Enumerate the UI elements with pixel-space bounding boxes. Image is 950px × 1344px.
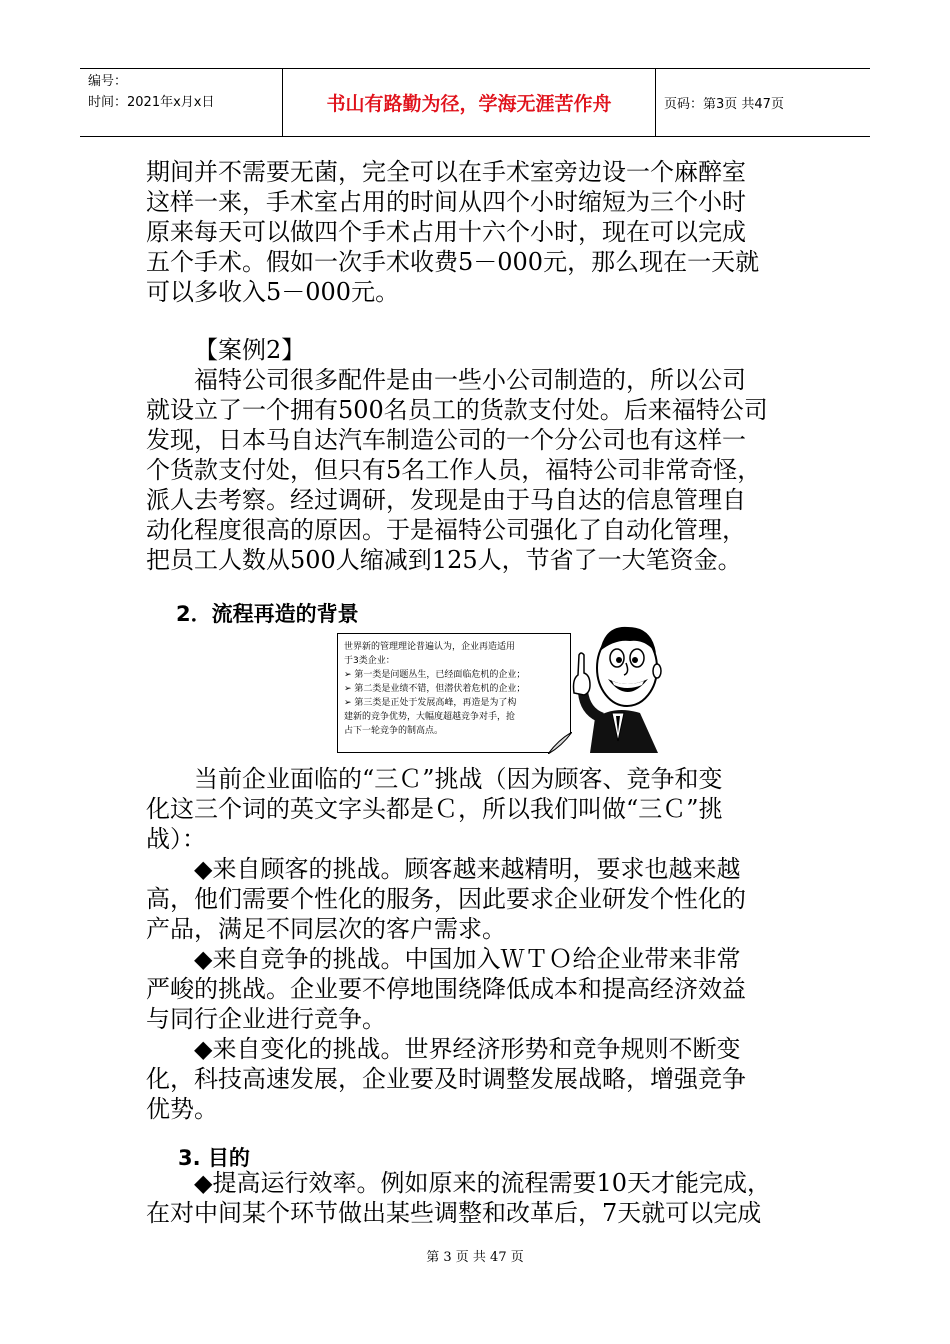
document-date: 时间：2021年x月x日 (88, 95, 215, 110)
text-line: 就设立了一个拥有500名员工的货款支付处。后来福特公司 (146, 396, 768, 424)
text-line: ◆提高运行效率。例如原来的流程需要10天才能完成， (146, 1169, 771, 1197)
header-meta (80, 69, 283, 136)
text-line: 动化程度很高的原因。于是福特公司强化了自动化管理， (146, 516, 746, 544)
case2-section (146, 335, 806, 575)
note-line: ➢ 第三类是正处于发展高峰，再造是为了构 (344, 698, 517, 708)
text-line: 这样一来，手术室占用的时间从四个小时缩短为三个小时 (146, 188, 746, 216)
note-box (337, 633, 571, 753)
text-line: 期间并不需要无菌，完全可以在手术室旁边设一个麻醉室 (146, 158, 746, 186)
text-line: 产品，满足不同层次的客户需求。 (146, 915, 506, 943)
text-line: 五个手术。假如一次手术收费5－000元，那么现在一天就 (146, 248, 760, 276)
case2-title: 【案例2】 (194, 336, 306, 364)
section2-body (146, 764, 806, 1124)
text-line: ◆来自变化的挑战。世界经济形势和竞争规则不断变 (146, 1035, 741, 1063)
text-line: 战）： (146, 825, 206, 853)
note-line: 世界新的管理理论普遍认为，企业再造适用 (344, 642, 516, 652)
text-line: 个货款支付处，但只有5名工作人员，福特公司非常奇怪， (146, 456, 762, 484)
text-line: 原来每天可以做四个手术占用十六个小时，现在可以完成 (146, 218, 746, 246)
text-line: 发现，日本马自达汽车制造公司的一个分公司也有这样一 (146, 426, 746, 454)
text-line: 化，科技高速发展，企业要及时调整发展战略，增强竞争 (146, 1065, 746, 1093)
text-line: 严峻的挑战。企业要不停地围绕降低成本和提高经济效益 (146, 975, 746, 1003)
cartoon-man-illustration (560, 613, 670, 753)
note-line: ➢ 第二类是业绩不错，但潜伏着危机的企业； (344, 684, 526, 694)
page-header (80, 68, 870, 137)
text-line: 与同行企业进行竞争。 (146, 1005, 386, 1033)
text-line: 可以多收入5－000元。 (146, 278, 400, 306)
section2-heading: 2．流程再造的背景 (176, 602, 359, 626)
header-page-info: 页码：第3页 共47页 (664, 97, 784, 112)
text-line: 在对中间某个环节做出某些调整和改革后，7天就可以完成 (146, 1199, 762, 1227)
note-line: 于3类企业： (344, 656, 395, 666)
section3-body (146, 1168, 806, 1228)
section3-heading: 3. 目的 (178, 1146, 250, 1170)
note-line: 占下一轮竞争的制高点。 (344, 726, 444, 736)
text-line: 把员工人数从500人缩减到125人，节省了一大笔资金。 (146, 546, 742, 574)
text-line: 优势。 (146, 1095, 218, 1123)
page-footer: 第 3 页 共 47 页 (426, 1250, 524, 1265)
header-motto: 书山有路勤为径，学海无涯苦作舟 (283, 69, 656, 136)
text-line: 化这三个词的英文字头都是Ｃ，所以我们叫做“三Ｃ”挑 (146, 795, 723, 823)
text-line: ◆来自竞争的挑战。中国加入ＷＴＯ给企业带来非常 (146, 945, 741, 973)
note-line: 建新的竞争优势，大幅度超越竞争对手，抢 (344, 712, 516, 722)
case1-paragraph (146, 157, 806, 307)
note-line: ➢ 第一类是问题丛生，已经面临危机的企业； (344, 670, 526, 680)
text-line: 当前企业面临的“三Ｃ”挑战（因为顾客、竞争和变 (146, 765, 723, 793)
text-line: 高，他们需要个性化的服务，因此要求企业研发个性化的 (146, 885, 746, 913)
text-line: 派人去考察。经过调研，发现是由于马自达的信息管理自 (146, 486, 746, 514)
text-line: 福特公司很多配件是由一些小公司制造的，所以公司 (146, 366, 746, 394)
document-number-label: 编号： (88, 74, 128, 89)
text-line: ◆来自顾客的挑战。顾客越来越精明，要求也越来越 (146, 855, 741, 883)
